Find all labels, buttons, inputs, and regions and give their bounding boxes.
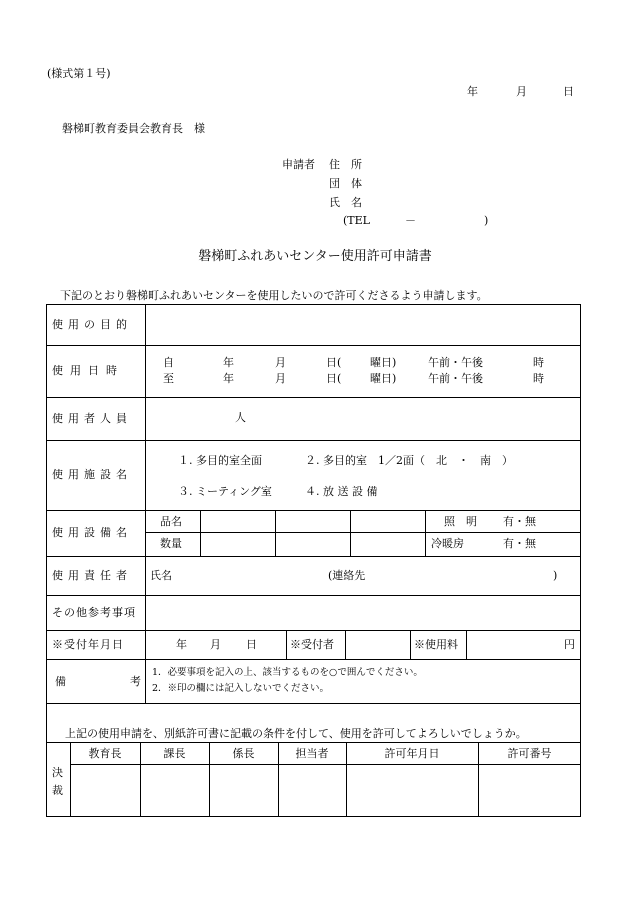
approval-header-section-chief: 課長 <box>163 747 186 760</box>
approval-header-permit-number: 許可番号 <box>507 747 552 760</box>
users-unit: 人 <box>235 411 246 424</box>
received-day: 日 <box>246 638 257 651</box>
date-month: 月 <box>516 85 527 98</box>
fee-unit: 円 <box>564 638 575 651</box>
fee-label: ※使用料 <box>414 638 458 651</box>
other-label: その他参考事項 <box>52 606 136 619</box>
date-year: 年 <box>467 85 478 98</box>
dt-day: 日( <box>326 372 342 385</box>
approval-statement: 上記の使用申請を、別紙許可書に記載の条件を付して、使用を許可してよろしいでしょうか。 <box>65 727 527 740</box>
approval-header-person-in-charge: 担当者 <box>295 747 329 760</box>
eq-aircon-label: 冷暖房 <box>431 537 464 550</box>
facility-option-3: ３. ミーティング室 <box>178 485 272 498</box>
note-1: 1．必要事項を記入の上、該当するものを○で囲んでください。 <box>152 667 423 678</box>
eq-aircon-yesno: 有・無 <box>503 537 536 550</box>
receiver-label: ※受付者 <box>290 638 334 651</box>
received-year: 年 <box>176 638 187 651</box>
dt-year: 年 <box>223 356 234 369</box>
datetime-label: 使用日時 <box>52 364 124 377</box>
applicant-address-label: 住 所 <box>329 158 362 171</box>
facility-option-1: １. 多目的室全面 <box>178 454 262 467</box>
dt-day: 日( <box>326 356 342 369</box>
tel-dash: － <box>405 214 416 227</box>
facility-option-2: ２. 多目的室 1／2面（ 北 ・ 南 ） <box>305 454 513 467</box>
applicant-group-label: 団 体 <box>329 177 362 190</box>
form-number: (様式第１号) <box>47 67 111 80</box>
approval-header-subsection-chief: 係長 <box>232 747 255 760</box>
responsible-label: 使用責任者 <box>52 569 132 582</box>
users-label: 使用者人員 <box>52 412 132 425</box>
received-month: 月 <box>210 638 221 651</box>
approval-header-permit-date: 許可年月日 <box>384 747 440 760</box>
applicant-label: 申請者 <box>282 158 315 171</box>
purpose-label: 使用の目的 <box>52 318 132 331</box>
resp-contact-close: ) <box>553 569 558 582</box>
remarks-label-1: 備 <box>55 675 66 688</box>
dt-ampm: 午前・午後 <box>428 372 483 385</box>
dt-hour: 時 <box>533 372 544 385</box>
dt-to: 至 <box>163 372 174 385</box>
resp-contact-open: (連絡先 <box>328 569 366 582</box>
decision-label-1: 決 <box>52 766 63 779</box>
facility-label: 使用施設名 <box>52 468 132 481</box>
intro-text: 下記のとおり磐梯町ふれあいセンターを使用したいので許可くださるよう申請します。 <box>60 289 488 302</box>
remarks-label-2: 考 <box>130 675 141 688</box>
dt-weekday: 曜日) <box>370 372 397 385</box>
date-day: 日 <box>563 85 574 98</box>
dt-from: 自 <box>163 356 174 369</box>
dt-ampm: 午前・午後 <box>428 356 483 369</box>
eq-light-yesno: 有・無 <box>503 515 536 528</box>
dt-year: 年 <box>223 372 234 385</box>
eq-qty-label: 数量 <box>160 537 182 550</box>
document-title: 磐梯町ふれあいセンター使用許可申請書 <box>198 249 432 264</box>
received-date-label: ※受付年月日 <box>52 638 124 651</box>
eq-light-label: 照 明 <box>444 515 477 528</box>
approval-header-superintendent: 教育長 <box>88 747 122 760</box>
facility-option-4: ４. 放 送 設 備 <box>305 485 378 498</box>
tel-close: ) <box>484 214 489 227</box>
addressee: 磐梯町教育委員会教育長 様 <box>62 122 205 135</box>
dt-month: 月 <box>275 372 286 385</box>
applicant-name-label: 氏 名 <box>329 196 362 209</box>
equipment-label: 使用設備名 <box>52 526 132 539</box>
eq-item-label: 品名 <box>160 515 182 528</box>
resp-name-label: 氏名 <box>150 569 172 582</box>
dt-month: 月 <box>275 356 286 369</box>
dt-hour: 時 <box>533 356 544 369</box>
decision-label-2: 裁 <box>52 784 63 797</box>
dt-weekday: 曜日) <box>370 356 397 369</box>
note-2: 2．※印の欄には記入しないでください。 <box>152 683 330 694</box>
tel-open: (TEL <box>343 214 370 227</box>
